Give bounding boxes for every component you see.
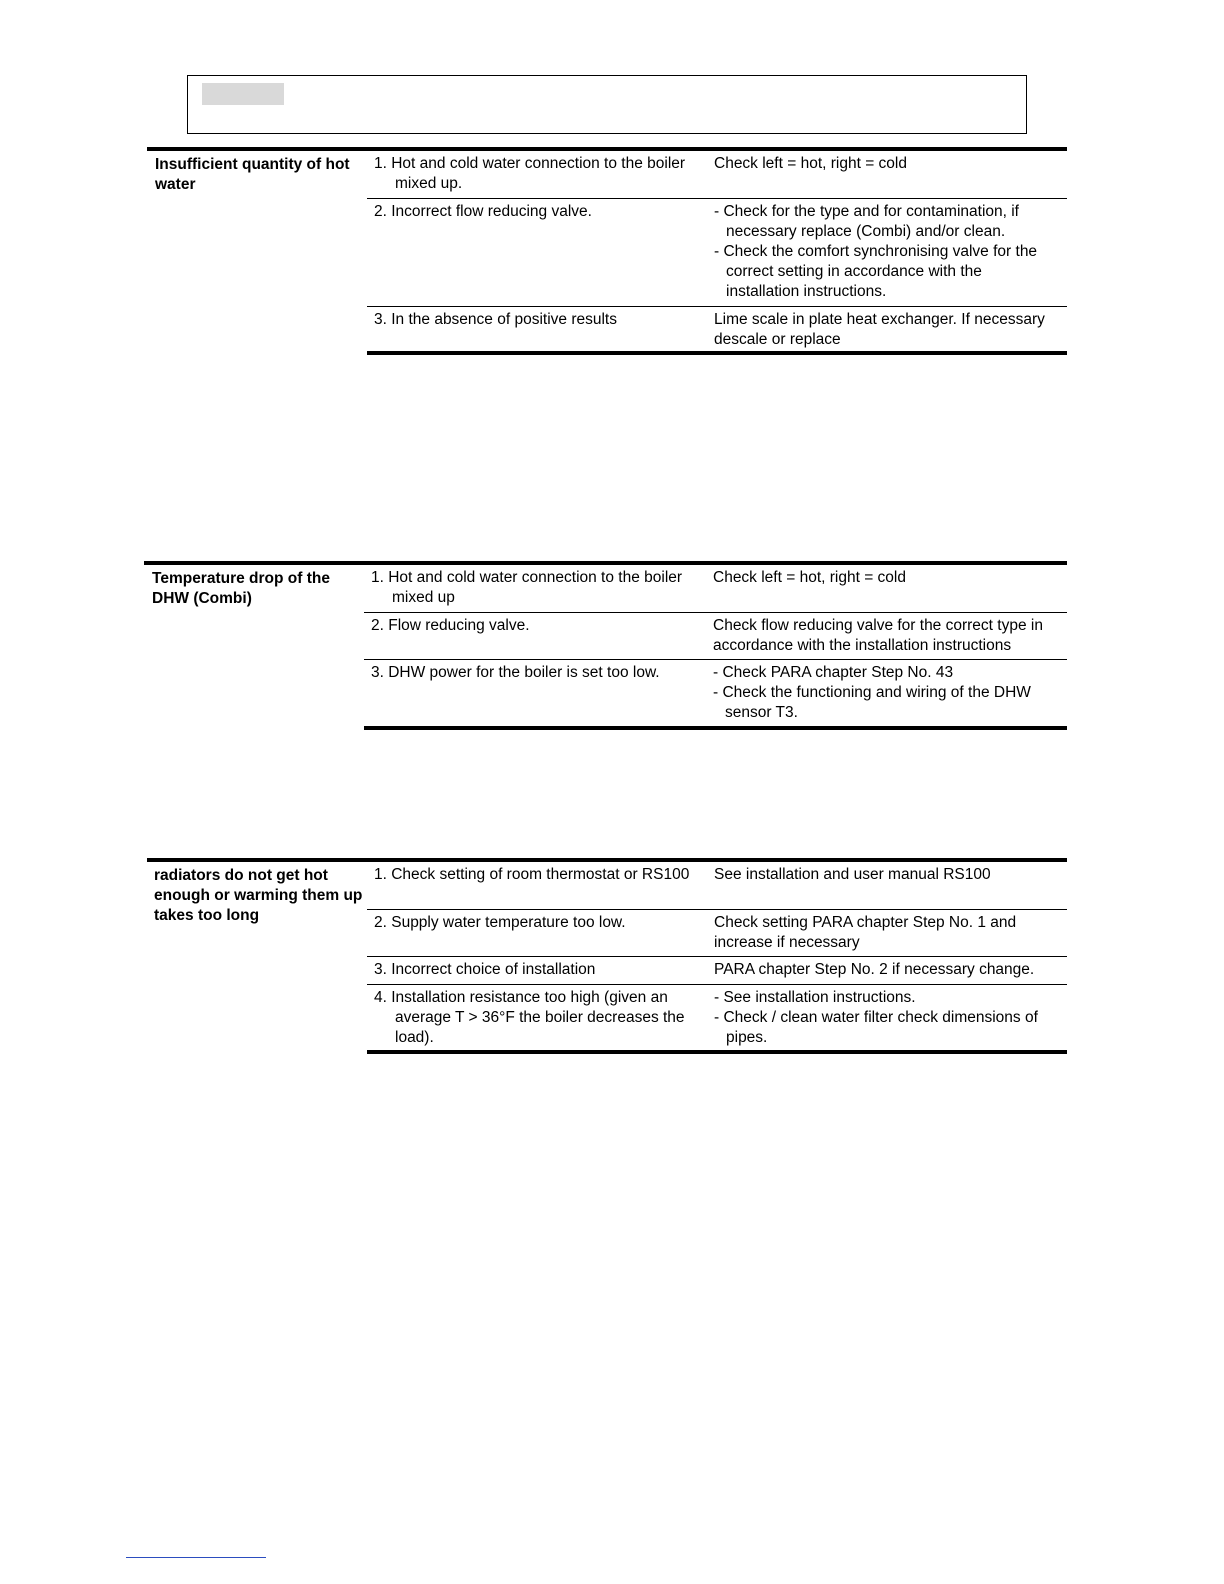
cause-text: 3. Incorrect choice of installation [374,960,596,978]
header-redaction [202,83,284,105]
troubleshooting-table-3 [147,858,1067,1054]
cause-text: 2. Flow reducing valve. [371,616,530,634]
header-box [187,75,1027,134]
remedy-text: Lime scale in plate heat exchanger. If necessary descale or replace [714,310,1045,348]
cause-text: 1. Check setting of room thermostat or RS100 [374,866,690,883]
cause-text: 2. Supply water temperature too low. [374,913,626,931]
footnote-separator [126,1557,266,1558]
symptom-cell: Temperature drop of the DHW (Combi) [144,563,364,728]
troubleshooting-table-2 [144,561,1067,730]
remedy-text: - Check the functioning and wiring of the DHW sensor T3. [713,683,1031,721]
remedy-text: See installation and user manual RS100 [714,866,991,883]
remedy-text: Check left = hot, right = cold [714,155,907,172]
cause-text: 3. DHW power for the boiler is set too low. [371,663,660,681]
remedy-text: - Check PARA chapter Step No. 43 [713,663,954,681]
remedy-text: - Check the comfort synchronising valve for the correct setting in accordance with the installation instructions. [714,242,1038,300]
remedy-text: Check setting PARA chapter Step No. 1 and increase if necessary [714,913,1017,951]
remedy-text: Check left = hot, right = cold [713,569,906,586]
remedy-text: PARA chapter Step No. 2 if necessary change. [714,960,1035,978]
remedy-text: Check flow reducing valve for the correct type in accordance with the installation instructions [713,616,1043,654]
cause-text: 2. Incorrect flow reducing valve. [374,202,592,220]
cause-text: 4. Installation resistance too high (given an average T > 36°F the boiler decreases the load). [374,988,685,1046]
remedy-text: - Check for the type and for contamination, if necessary replace (Combi) and/or clean. [714,202,1019,240]
cause-text: 1. Hot and cold water connection to the boiler mixed up [371,569,683,606]
remedy-text: - See installation instructions. [714,988,916,1006]
cause-text: 1. Hot and cold water connection to the boiler mixed up. [374,155,686,192]
cause-text: 3. In the absence of positive results [374,310,617,328]
symptom-cell: radiators do not get hot enough or warming them up takes too long [147,860,367,1052]
remedy-text: - Check / clean water filter check dimensions of pipes. [714,1008,1038,1046]
symptom-cell: Insufficient quantity of hot water [147,149,367,353]
troubleshooting-table-1 [147,147,1067,355]
